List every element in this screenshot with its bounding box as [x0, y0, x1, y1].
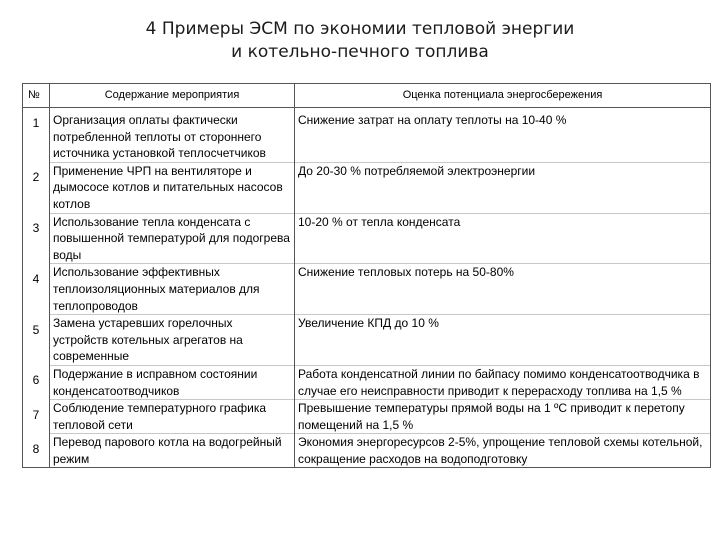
table-row — [23, 365, 711, 399]
table-row — [23, 162, 711, 213]
table-row — [23, 434, 711, 468]
table-row — [23, 264, 711, 315]
row-evaluation: Снижение затрат на оплату теплоты на 10-40 % — [295, 108, 711, 163]
row-action: Применение ЧРП на вентиляторе и дымососе котлов и питательных насосов котлов — [50, 162, 295, 213]
row-evaluation: Превышение температуры прямой воды на 1 ºС приводит к перетопу помещений на 1,5 % — [295, 400, 711, 434]
row-evaluation: Снижение тепловых потерь на 50-80% — [295, 264, 711, 315]
row-evaluation: До 20-30 % потребляемой электроэнергии — [295, 162, 711, 213]
row-evaluation: 10-20 % от тепла конденсата — [295, 213, 711, 264]
row-action: Замена устаревших горелочных устройств котельных агрегатов на современные — [50, 315, 295, 366]
row-action: Соблюдение температурного графика тепловой сети — [50, 400, 295, 434]
table-row — [23, 315, 711, 366]
row-evaluation: Увеличение КПД до 10 % — [295, 315, 711, 366]
row-action: Перевод парового котла на водогрейный режим — [50, 434, 295, 468]
header-evaluation: Оценка потенциала энергосбережения — [295, 84, 711, 108]
table-header-row — [23, 84, 711, 108]
row-action: Использование тепла конденсата с повышенной температурой для подогрева воды — [50, 213, 295, 264]
header-number: № — [23, 84, 50, 108]
table-row — [23, 400, 711, 434]
title-line-1: 4 Примеры ЭСМ по экономии тепловой энергии — [145, 19, 575, 39]
row-number: 6 — [23, 365, 50, 399]
row-evaluation: Работа конденсатной линии по байпасу помимо конденсатоотводчика в случае его неисправности приводит к перерасходу топлива на 1,5 % — [295, 365, 711, 399]
row-action: Подержание в исправном состоянии конденсатоотводчиков — [50, 365, 295, 399]
row-number: 7 — [23, 400, 50, 434]
row-number: 5 — [23, 315, 50, 366]
title-line-2: и котельно-печного топлива — [231, 42, 489, 62]
row-number: 2 — [23, 162, 50, 213]
row-number: 1 — [23, 108, 50, 163]
row-evaluation: Экономия энергоресурсов 2-5%, упрощение тепловой схемы котельной, сокращение расходов на водоподготовку — [295, 434, 711, 468]
measures-table — [22, 83, 711, 468]
row-number: 3 — [23, 213, 50, 264]
table-row — [23, 213, 711, 264]
row-action: Использование эффективных теплоизоляционных материалов для теплопроводов — [50, 264, 295, 315]
table-row — [23, 108, 711, 163]
measures-table-container — [22, 83, 710, 468]
row-number: 4 — [23, 264, 50, 315]
header-action: Содержание мероприятия — [50, 84, 295, 108]
row-action: Организация оплаты фактически потребленной теплоты от стороннего источника установкой теплосчетчиков — [50, 108, 295, 163]
row-number: 8 — [23, 434, 50, 468]
slide-title — [0, 18, 720, 64]
